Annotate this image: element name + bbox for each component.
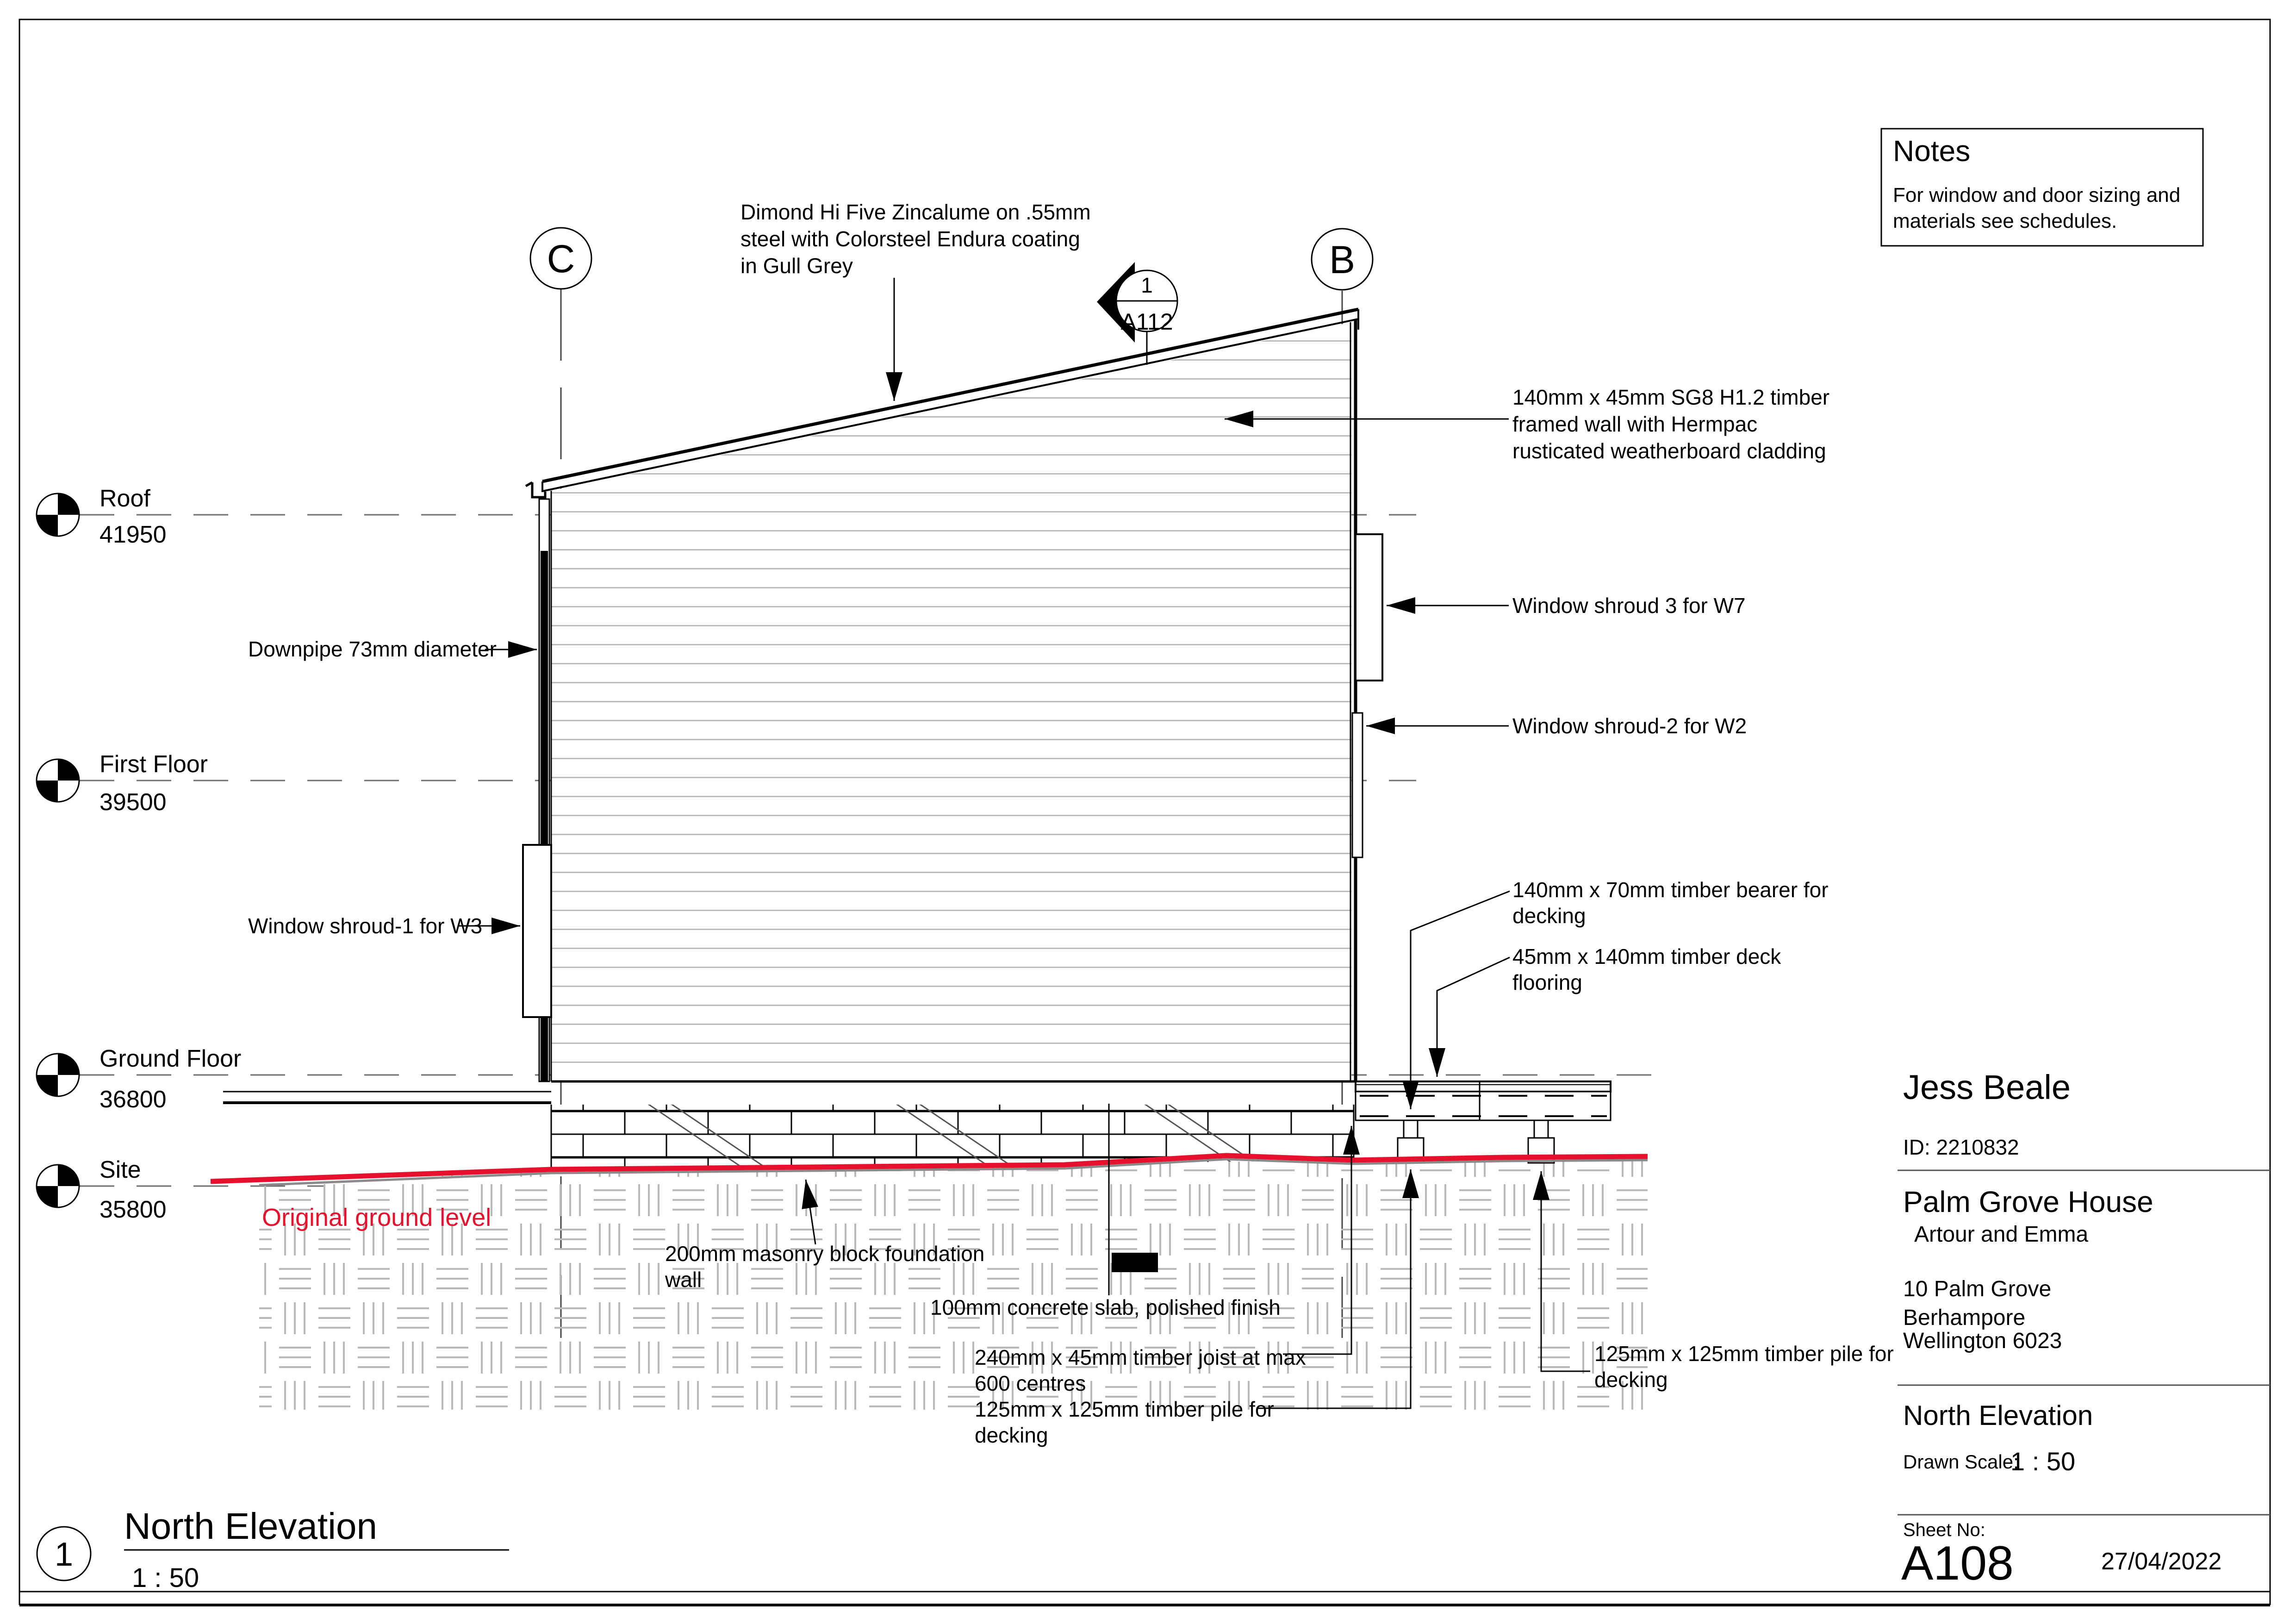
sheet-no-label: Sheet No: — [1903, 1520, 1985, 1540]
roof-cladding-label: Dimond Hi Five Zincalume on .55mm — [740, 200, 1091, 224]
deck-flooring-label: 45mm x 140mm timber deck — [1512, 944, 1781, 968]
project-id: ID: 2210832 — [1903, 1135, 2019, 1159]
level-name: First Floor — [100, 751, 208, 778]
sheet-date: 27/04/2022 — [2101, 1548, 2222, 1575]
architect-name: Jess Beale — [1903, 1068, 2071, 1106]
svg-text:steel with Colorsteel Endura c: steel with Colorsteel Endura coating — [740, 227, 1080, 251]
level-labels — [100, 485, 241, 1223]
window-shroud-w2 — [1352, 713, 1363, 857]
svg-text:decking: decking — [1512, 904, 1586, 928]
sheet-view-name: North Elevation — [1903, 1400, 2093, 1431]
svg-text:wall: wall — [665, 1268, 702, 1292]
view-scale: 1 : 50 — [132, 1563, 199, 1593]
address-line: 10 Palm Grove — [1903, 1277, 2052, 1301]
view-name: North Elevation — [124, 1505, 377, 1547]
foundation-label: 200mm masonry block foundation — [665, 1242, 985, 1266]
level-value: 36800 — [100, 1086, 167, 1113]
client-names: Artour and Emma — [1914, 1222, 2089, 1247]
level-datums — [37, 493, 79, 1207]
window-shroud-w3 — [523, 845, 551, 1017]
section-sheet: A112 — [1120, 309, 1173, 335]
level-name: Site — [100, 1156, 141, 1183]
svg-text:in Gull Grey: in Gull Grey — [740, 254, 853, 278]
grid-letter: C — [547, 237, 575, 281]
wall-framing-label: 140mm x 45mm SG8 H1.2 timber — [1512, 385, 1830, 409]
level-value: 35800 — [100, 1196, 167, 1223]
project-name: Palm Grove House — [1903, 1185, 2153, 1218]
slab-section-symbol — [1112, 1253, 1158, 1272]
original-ground-label: Original ground level — [262, 1204, 492, 1231]
svg-text:decking: decking — [975, 1423, 1048, 1447]
downpipe-label: Downpipe 73mm diameter — [248, 637, 497, 661]
window-shroud2-label: Window shroud-2 for W2 — [1512, 714, 1747, 738]
deck — [1356, 1081, 1611, 1163]
pile-center-label: 125mm x 125mm timber pile for — [975, 1397, 1274, 1421]
notes-title: Notes — [1893, 134, 1971, 168]
svg-text:rusticated weatherboard claddi: rusticated weatherboard cladding — [1512, 439, 1826, 463]
joist-label: 240mm x 45mm timber joist at max — [975, 1345, 1306, 1369]
address-line: Berhampore — [1903, 1305, 2026, 1330]
svg-text:600 centres: 600 centres — [975, 1371, 1086, 1395]
notes-body: For window and door sizing and — [1893, 184, 2181, 206]
pile-right-label: 125mm x 125mm timber pile for — [1594, 1342, 1894, 1366]
svg-text:framed wall with Hermpac: framed wall with Hermpac — [1512, 412, 1758, 436]
slab-edge-left — [223, 1092, 551, 1103]
level-name: Ground Floor — [100, 1045, 242, 1072]
level-name: Roof — [100, 485, 150, 512]
drawn-scale-value: 1 : 50 — [2010, 1447, 2076, 1476]
bearer-label: 140mm x 70mm timber bearer for — [1512, 878, 1829, 902]
grid-bubble-c — [530, 228, 591, 289]
svg-text:decking: decking — [1594, 1368, 1668, 1392]
view-title — [37, 1505, 509, 1593]
drawn-scale-label: Drawn Scale: — [1903, 1451, 2019, 1473]
svg-text:flooring: flooring — [1512, 970, 1582, 994]
sheet-number: A108 — [1901, 1537, 2014, 1590]
level-value: 41950 — [100, 521, 167, 548]
level-value: 39500 — [100, 789, 167, 816]
address-line: Wellington 6023 — [1903, 1329, 2062, 1353]
title-block — [1898, 1068, 2270, 1590]
window-shroud-w7 — [1356, 534, 1382, 681]
wall-cladding — [551, 319, 1356, 1081]
notes-box — [1881, 129, 2203, 246]
view-number: 1 — [54, 1536, 74, 1573]
section-number: 1 — [1141, 273, 1153, 297]
grid-letter: B — [1329, 238, 1356, 281]
window-shroud1-label: Window shroud-1 for W3 — [248, 914, 483, 938]
svg-text:materials see schedules.: materials see schedules. — [1893, 210, 2117, 232]
slab-label: 100mm concrete slab, polished finish — [930, 1295, 1281, 1319]
earth-hatch — [259, 1157, 1648, 1410]
window-shroud3-label: Window shroud 3 for W7 — [1512, 593, 1746, 618]
grid-bubble-b — [1312, 229, 1373, 290]
